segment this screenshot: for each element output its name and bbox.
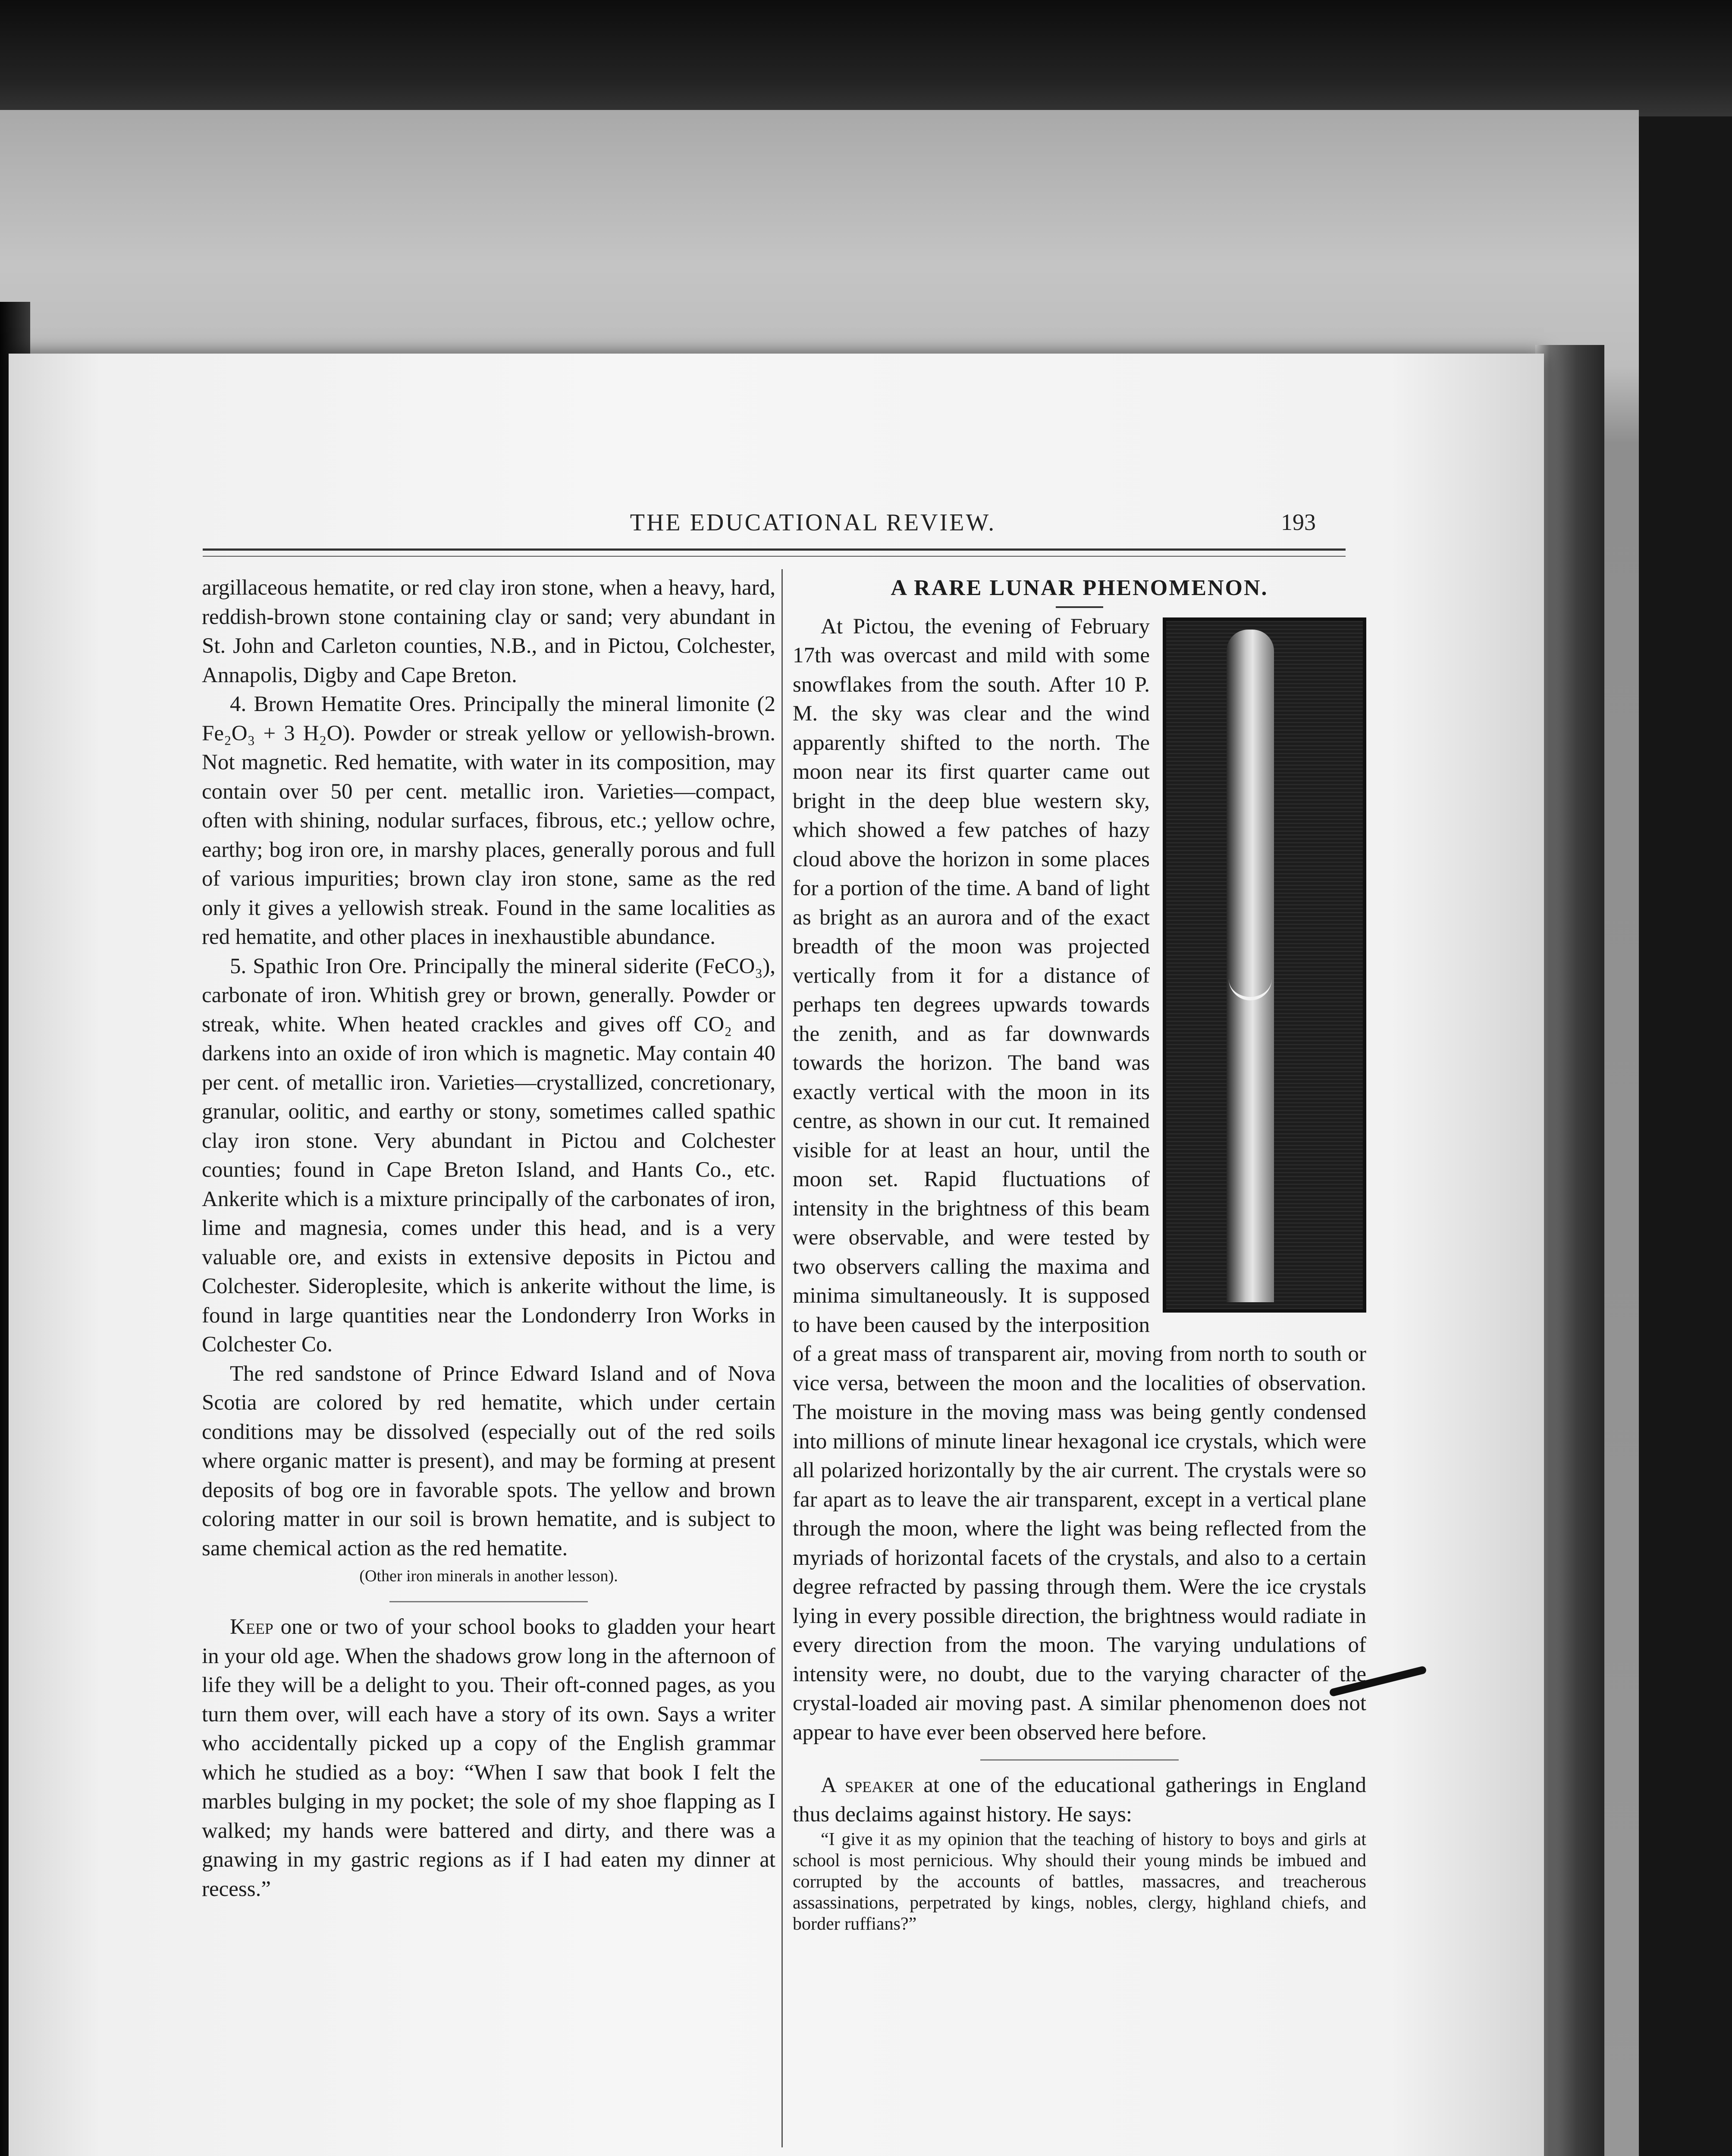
history-quote: “I give it as my opinion that the teaching of history to boys and girls at school is most pernicious. Why should their young minds be imbued and corrupted by the accounts of battles, massacres, and treacherous assassinations, perpetrated by kings, nobles, clergy, highland chiefs, and border ruffians?” xyxy=(793,1830,1366,1934)
article-title: A RARE LUNAR PHENOMENON. xyxy=(891,576,1268,600)
lesson-note: (Other iron minerals in another lesson). xyxy=(359,1567,618,1585)
paragraph-speaker xyxy=(793,1771,1366,1829)
title-underline xyxy=(1056,606,1103,608)
left-column xyxy=(202,573,775,1904)
right-column xyxy=(793,573,1366,1935)
paragraph-brown-hematite: 4. Brown Hematite Ores. Principally the mineral limonite (2 Fe₂O₃ + 3 H₂O). Powder or streak yellow or yellowish-brown. Not magnetic. Red hematite, with water in its composition, may contain over 50 per cent. metallic iron. Varieties—compact, often with shining, nodular surfaces, fibrous, etc.; yellow ochre, earthy; bog iron ore, in marshy places, generally porous and full of various impurities; brown clay iron stone, same as the red only it gives a yellowish streak. Found in the same localities as red hematite, and other places in inexhaustible abundance. xyxy=(202,692,775,949)
header-rule-thin xyxy=(203,556,1346,557)
page-number: 193 xyxy=(1281,509,1316,535)
paragraph-keep-books xyxy=(202,1613,775,1904)
running-head-title: THE EDUCATIONAL REVIEW. xyxy=(630,509,996,536)
speaker-body: at one of the educational gatherings in England thus declaims against history. He says: xyxy=(793,1773,1366,1827)
paragraph-argillaceous-hematite: argillaceous hematite, or red clay iron stone, when a heavy, hard, reddish-brown stone containing clay or sand; very abundant in St. John and Carleton counties, N.B., and in Pictou, Colchester, Annapolis, Digby and Cape Breton. xyxy=(202,576,775,687)
header-rule-thick xyxy=(203,548,1346,551)
paragraph-lunar-phenomenon xyxy=(793,612,1366,1748)
section-separator xyxy=(389,1601,588,1602)
speaker-lead-word: A speaker xyxy=(821,1773,914,1797)
lunar-body: At Pictou, the evening of February 17th was overcast and mild with some snowflakes from the south. After 10 P. M. the sky was clear and the wind apparently shifted to the north. The moon near its first quarter came out bright in the deep blue western sky, which showed a few patches of hazy cloud above the horizon in some places for a portion of the time. A band of light as bright as an aurora and of the exact breadth of the moon was projected vertically from it for a distance of perhaps ten degrees upwards towards the zenith, and as far downwards towards the horizon. The band was exactly vertical with the moon in its centre, as shown in our cut. It remained visible for at least an hour, until the moon set. Rapid fluctuations of intensity in the brightness of this beam were observable, and were tested by two observers calling the maxima and minima simultaneously. It is supposed to have been caused by the interposition of a great mass of transparent air, moving from north to south or vice versa, between the moon and the localities of observation. The moisture in the moving mass was being gently condensed into millions of minute linear hexagonal ice crystals, which were all polarized horizontally by the air current. The crystals were so far apart as to leave the air transparent, except in a vertical plane through the moon, where the light was being reflected from the myriads of horizontal facets of the crystals, and also to a certain degree refracted by passing through them. Were the ice crystals lying in every possible direction, the brightness would radiate in every direction from the moon. The varying undulations of intensity were, no doubt, due to the varying character of the crystal-loaded air moving past. A similar phenomenon does not appear to have ever been observed here before. xyxy=(793,614,1366,1745)
film-border-top xyxy=(0,0,1732,116)
section-separator-right xyxy=(980,1759,1179,1761)
column-divider xyxy=(781,569,783,2147)
light-band xyxy=(1227,630,1274,1302)
keep-lead-word: Keep xyxy=(230,1615,273,1639)
page-edge-stack xyxy=(1535,345,1604,2156)
paragraph-spathic-iron-ore: 5. Spathic Iron Ore. Principally the mineral siderite (FeCO₃), carbonate of iron. Whitish grey or brown, generally. Powder or streak, white. When heated crackles and gives off CO₂ and darkens into an oxide of iron which is magnetic. May contain 40 per cent. of metallic iron. Varieties—crystallized, concretionary, granular, oolitic, and earthy or stony, sometimes called spathic clay iron stone. Very abundant in Pictou and Colchester counties; found in Cape Breton Island, and Hants Co., etc. Ankerite which is a mixture principally of the carbonates of iron, lime and magnesia, comes under this head, and is a very valuable ore, and exists in extensive deposits in Pictou and Colchester. Sideroplesite, which is ankerite without the lime, is found in large quantities near the Londonderry Iron Works in Colchester Co. xyxy=(202,954,775,1357)
keep-body: one or two of your school books to gladden your heart in your old age. When the shadows grow long in the afternoon of life they will be a delight to you. Their oft-conned pages, as you turn them over, will each have a story of its own. Says a writer who accidentally picked up a copy of the English grammar which he studied as a boy: “When I saw that book I felt the marbles bulging in my pocket; the sole of my shoe flapping as I walked; my hands were battered and dirty, and there was a gnawing in my gastric regions as if I had eaten my dinner at recess.” xyxy=(202,1615,775,1901)
lunar-beam-illustration xyxy=(1163,617,1366,1313)
paragraph-red-sandstone: The red sandstone of Prince Edward Island and of Nova Scotia are colored by red hematite, which under certain conditions may be dissolved (especially out of the red soils where organic matter is present), and may be forming at present deposits of bog ore in favorable spots. The yellow and brown coloring matter in our soil is brown hematite, and is subject to same chemical action as the red hematite. xyxy=(202,1361,775,1561)
